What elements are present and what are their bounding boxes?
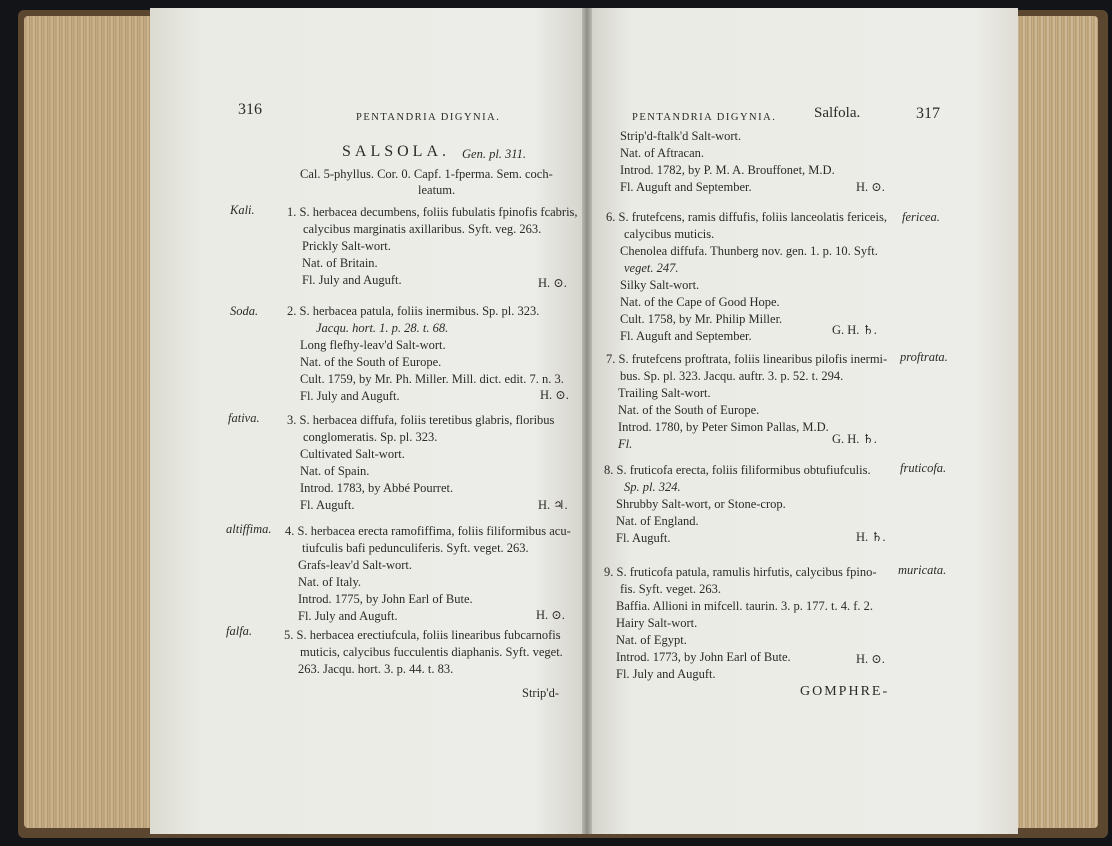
- entry-line: 4. S. herbacea erecta ramofiffima, foliis filiformibus acu-: [285, 524, 571, 538]
- entry-line: Shrubby Salt-wort, or Stone-crop.: [616, 497, 786, 511]
- entry-line: Fl. July and Auguft.: [616, 667, 716, 681]
- entry-line: 2. S. herbacea patula, foliis inermibus. Sp. pl. 323.: [287, 304, 540, 318]
- right-running-genus: Salfola.: [814, 105, 861, 121]
- side-name-soda: Soda.: [230, 304, 259, 318]
- entry-line: Fl.: [618, 437, 633, 451]
- entry-line: Fl. July and Auguft.: [298, 609, 398, 623]
- entry-line: Nat. of the Cape of Good Hope.: [620, 295, 780, 309]
- entry-line: 9. S. fruticofa patula, ramulis hirfutis, calycibus fpino-: [604, 565, 877, 579]
- entry-line: tiufculis bafi pedunculiferis. Syft. veget. 263.: [302, 541, 529, 555]
- genus-reference: Gen. pl. 311.: [462, 147, 526, 161]
- entry-line: Silky Salt-wort.: [620, 278, 700, 292]
- side-name-muricata: muricata.: [898, 563, 947, 577]
- entry-line: Nat. of Aftracan.: [620, 146, 704, 160]
- right-running-head: PENTANDRIA DIGYNIA.: [632, 112, 777, 123]
- book-gutter: [582, 8, 592, 834]
- entry-code: G. H. ♄.: [832, 323, 877, 337]
- entry-line: Grafs-leav'd Salt-wort.: [298, 558, 413, 572]
- entry-line: Jacqu. hort. 1. p. 28. t. 68.: [316, 321, 449, 335]
- entry-line: Long flefhy-leav'd Salt-wort.: [300, 338, 446, 352]
- entry-line: 263. Jacqu. hort. 3. p. 44. t. 83.: [298, 662, 454, 676]
- left-running-head: PENTANDRIA DIGYNIA.: [356, 112, 501, 123]
- entry-line: Introd. 1783, by Abbé Pourret.: [300, 481, 454, 495]
- entry-line: Prickly Salt-wort.: [302, 239, 391, 253]
- entry-line: Nat. of Italy.: [298, 575, 362, 589]
- entry-code: H. ⊙.: [536, 608, 565, 622]
- entry-line: bus. Sp. pl. 323. Jacqu. auftr. 3. p. 52. t. 294.: [620, 369, 844, 383]
- entry-line: Chenolea diffufa. Thunberg nov. gen. 1. p. 10. Syft.: [620, 244, 878, 258]
- entry-line: Nat. of England.: [616, 514, 699, 528]
- entry-line: 1. S. herbacea decumbens, foliis fubulatis fpinofis fcabris,: [287, 205, 578, 219]
- entry-line: Cultivated Salt-wort.: [300, 447, 405, 461]
- entry-line: Nat. of Spain.: [300, 464, 370, 478]
- right-catchword: GOMPHRE-: [800, 684, 890, 699]
- entry-code: H. ⊙.: [540, 388, 569, 402]
- entry-code: H. ♃.: [538, 498, 568, 512]
- entry-line: Nat. of Egypt.: [616, 633, 687, 647]
- entry-line: Introd. 1775, by John Earl of Bute.: [298, 592, 473, 606]
- entry-line: muticis, calycibus fucculentis diaphanis. Syft. veget.: [300, 645, 563, 659]
- entry-code: H. ⊙.: [856, 652, 885, 666]
- entry-line: calycibus muticis.: [624, 227, 715, 241]
- side-name-prostrata: proftrata.: [900, 350, 948, 364]
- entry-line: Fl. Auguft.: [616, 531, 671, 545]
- entry-line: Nat. of the South of Europe.: [618, 403, 760, 417]
- entry-line: Baffia. Allioni in mifcell. taurin. 3. p. 177. t. 4. f. 2.: [616, 599, 874, 613]
- entry-line: Sp. pl. 324.: [624, 480, 681, 494]
- right-page-number: 317: [916, 105, 940, 122]
- entry-line: 6. S. frutefcens, ramis diffufis, foliis lanceolatis fericeis,: [606, 210, 887, 224]
- left-catchword: Strip'd-: [522, 686, 559, 700]
- right-page-edges: [1008, 16, 1098, 828]
- side-name-altissima: altiffima.: [226, 522, 272, 536]
- entry-line: conglomeratis. Sp. pl. 323.: [303, 430, 438, 444]
- entry-line: Strip'd-ftalk'd Salt-wort.: [620, 129, 742, 143]
- entry-line: calycibus marginatis axillaribus. Syft. veg. 263.: [303, 222, 542, 236]
- entry-line: 7. S. frutefcens proftrata, foliis linearibus pilofis inermi-: [606, 352, 888, 366]
- entry-line: 3. S. herbacea diffufa, foliis teretibus glabris, floribus: [287, 413, 555, 427]
- entry-line: Fl. Auguft.: [300, 498, 355, 512]
- entry-line: Fl. July and Auguft.: [300, 389, 400, 403]
- entry-code: H. ⊙.: [856, 180, 885, 194]
- entry-line: 8. S. fruticofa erecta, foliis filiformibus obtufiufculis.: [604, 463, 871, 477]
- entry-line: Introd. 1773, by John Earl of Bute.: [616, 650, 791, 664]
- left-page-number: 316: [238, 101, 262, 118]
- entry-line: Cult. 1758, by Mr. Philip Miller.: [620, 312, 783, 326]
- entry-line: Nat. of Britain.: [302, 256, 378, 270]
- entry-line: Fl. Auguft and September.: [620, 180, 752, 194]
- side-name-salsa: falfa.: [226, 624, 253, 638]
- generic-character-line-1: Cal. 5-phyllus. Cor. 0. Capf. 1-fperma. Sem. coch-: [300, 167, 553, 181]
- entry-code: G. H. ♄.: [832, 432, 877, 446]
- entry-line: Introd. 1780, by Peter Simon Pallas, M.D.: [618, 420, 829, 434]
- entry-line: Introd. 1782, by P. M. A. Brouffonet, M.D.: [620, 163, 835, 177]
- side-name-kali: Kali.: [230, 203, 255, 217]
- genus-title: SALSOLA.: [342, 143, 451, 160]
- entry-line: Nat. of the South of Europe.: [300, 355, 442, 369]
- entry-line: Hairy Salt-wort.: [616, 616, 698, 630]
- side-name-sericea: fericea.: [902, 210, 940, 224]
- entry-line: veget. 247.: [624, 261, 679, 275]
- side-name-fruticosa: fruticofa.: [900, 461, 947, 475]
- entry-code: H. ♄.: [856, 530, 886, 544]
- entry-line: Fl. Auguft and September.: [620, 329, 752, 343]
- entry-line: 5. S. herbacea erectiufcula, foliis linearibus fubcarnofis: [284, 628, 561, 642]
- entry-code: H. ⊙.: [538, 276, 567, 290]
- side-name-sativa: fativa.: [228, 411, 260, 425]
- generic-character-line-2: leatum.: [418, 183, 456, 197]
- entry-line: fis. Syft. veget. 263.: [620, 582, 722, 596]
- entry-line: Cult. 1759, by Mr. Ph. Miller. Mill. dict. edit. 7. n. 3.: [300, 372, 564, 386]
- entry-line: Trailing Salt-wort.: [618, 386, 711, 400]
- entry-line: Fl. July and Auguft.: [302, 273, 402, 287]
